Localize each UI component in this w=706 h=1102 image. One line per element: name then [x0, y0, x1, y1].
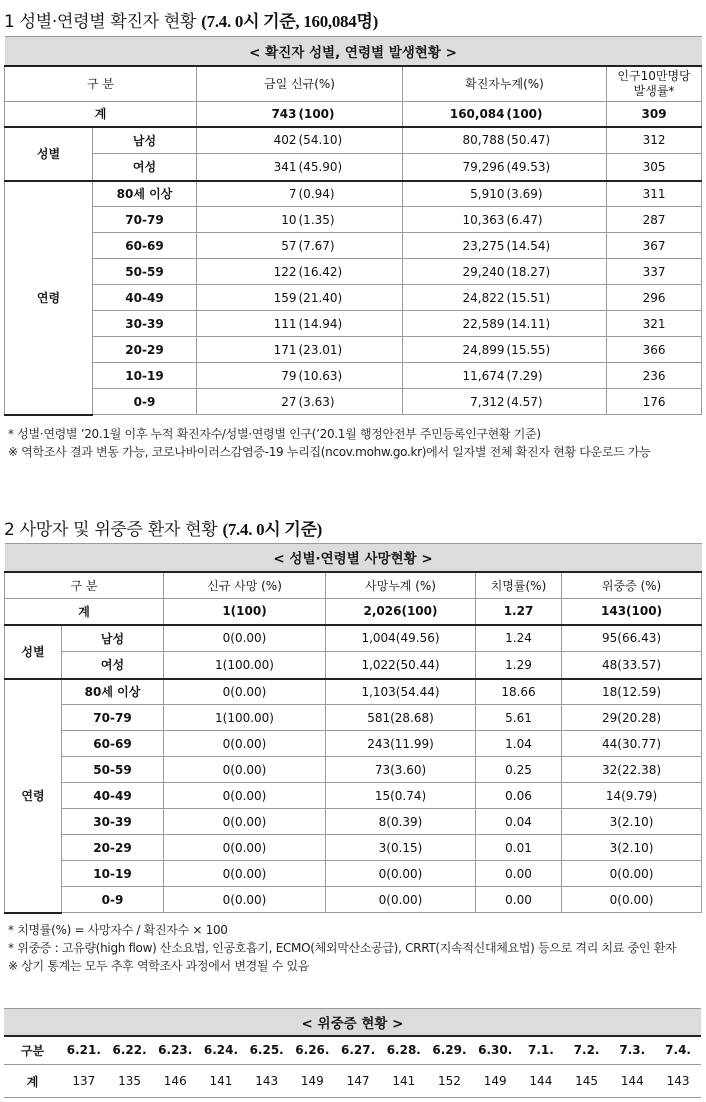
table-row	[5, 181, 702, 207]
table-row	[5, 835, 702, 861]
new-deaths: 0(0.00)	[164, 887, 326, 913]
date-cell: 7.4.	[655, 1036, 701, 1065]
row-label: 80세 이상	[93, 181, 197, 207]
fatality-rate: 0.00	[476, 861, 562, 887]
header-cumulative-deaths: 사망누계 (%)	[326, 572, 476, 599]
row-label: 20-29	[93, 337, 197, 363]
date-cell: 7.2.	[564, 1036, 610, 1065]
cum-pct: (15.51)	[507, 285, 607, 311]
cum-deaths: 0(0.00)	[326, 887, 476, 913]
cum-count: 7,312	[403, 389, 507, 415]
section2-notes	[8, 921, 700, 975]
table-row	[5, 679, 702, 705]
severe-count: 3(2.10)	[562, 809, 702, 835]
cum-count: 23,275	[403, 233, 507, 259]
cum-count: 5,910	[403, 181, 507, 207]
cum-deaths: 1,022(50.44)	[326, 652, 476, 679]
new-pct: (10.63)	[299, 363, 403, 389]
table-row	[5, 705, 702, 731]
rate: 311	[607, 181, 702, 207]
confirmed-cases-table	[4, 36, 702, 416]
fatality-rate: 0.06	[476, 783, 562, 809]
row-label: 30-39	[62, 809, 164, 835]
new-count: 7	[197, 181, 299, 207]
section1-heading	[4, 7, 378, 32]
severe-count: 18(12.59)	[562, 679, 702, 705]
date-cell: 6.24.	[198, 1036, 244, 1065]
header-category: 구 분	[5, 572, 164, 599]
row-label: 60-69	[93, 233, 197, 259]
row-label: 30-39	[93, 311, 197, 337]
row-label: 0-9	[62, 887, 164, 913]
section1-heading-basis: (7.4. 0시 기준, 160,084명)	[201, 12, 378, 31]
rate: 309	[607, 102, 702, 127]
new-pct: (23.01)	[299, 337, 403, 363]
new-count: 27	[197, 389, 299, 415]
date-cell: 6.23.	[152, 1036, 198, 1065]
new-pct: (1.35)	[299, 207, 403, 233]
rate: 236	[607, 363, 702, 389]
table-row	[5, 887, 702, 913]
cum-count: 160,084	[403, 102, 507, 127]
new-count: 122	[197, 259, 299, 285]
section1-note: * 성별·연령별 ’20.1월 이후 누적 확진자수/성별·연령별 인구(’20.1월 행정안전부 주민등록인구현황 기준)	[8, 427, 541, 441]
cum-pct: (15.55)	[507, 337, 607, 363]
date-cell: 6.28.	[381, 1036, 427, 1065]
new-count: 341	[197, 154, 299, 181]
group-label: 연령	[5, 181, 93, 415]
row-label: 50-59	[62, 757, 164, 783]
severe-value-cell: 147	[335, 1065, 381, 1098]
new-pct: (54.10)	[299, 127, 403, 154]
row-label: 40-49	[93, 285, 197, 311]
new-count: 111	[197, 311, 299, 337]
cum-pct: (100)	[507, 102, 607, 127]
row-label: 10-19	[93, 363, 197, 389]
new-deaths: 0(0.00)	[164, 809, 326, 835]
fatality-rate: 0.25	[476, 757, 562, 783]
group-label: 연령	[5, 679, 62, 913]
table-row	[5, 389, 702, 415]
table-row	[5, 337, 702, 363]
cum-count: 79,296	[403, 154, 507, 181]
new-count: 402	[197, 127, 299, 154]
header-severe: 위중증 (%)	[562, 572, 702, 599]
new-deaths: 0(0.00)	[164, 625, 326, 652]
row-label: 70-79	[62, 705, 164, 731]
severe-trend-title: < 위중증 현황 >	[4, 1009, 701, 1036]
section1-heading-title: 1 성별·연령별 확진자 현황	[4, 12, 202, 32]
new-pct: (0.94)	[299, 181, 403, 207]
table-row	[5, 233, 702, 259]
section2-heading-basis: (7.4. 0시 기준)	[222, 520, 322, 539]
rate: 176	[607, 389, 702, 415]
severe-trend-table	[4, 1008, 701, 1098]
fatality-rate: 1.04	[476, 731, 562, 757]
cum-count: 80,788	[403, 127, 507, 154]
severe-count: 44(30.77)	[562, 731, 702, 757]
section2-note: ※ 상기 통계는 모두 추후 역학조사 과정에서 변경될 수 있음	[8, 959, 310, 973]
header-new-deaths: 신규 사망 (%)	[164, 572, 326, 599]
section2-note: * 위중증 : 고유량(high flow) 산소요법, 인공호흡기, ECMO(체외막산소공급), CRRT(지속적신대체요법) 등으로 격리 치료 중인 환자	[8, 941, 677, 955]
header-new-cases: 금일 신규(%)	[197, 66, 403, 102]
rate: 287	[607, 207, 702, 233]
cum-deaths: 243(11.99)	[326, 731, 476, 757]
cum-deaths: 1,103(54.44)	[326, 679, 476, 705]
severe-count: 0(0.00)	[562, 861, 702, 887]
new-pct: (7.67)	[299, 233, 403, 259]
date-cell: 6.26.	[290, 1036, 336, 1065]
cum-deaths: 1,004(49.56)	[326, 625, 476, 652]
new-deaths: 0(0.00)	[164, 757, 326, 783]
date-cell: 6.22.	[107, 1036, 153, 1065]
new-pct: (3.63)	[299, 389, 403, 415]
cum-deaths: 15(0.74)	[326, 783, 476, 809]
row-label: 70-79	[93, 207, 197, 233]
date-cell: 6.21.	[61, 1036, 107, 1065]
severe-count: 3(2.10)	[562, 835, 702, 861]
cum-pct: (49.53)	[507, 154, 607, 181]
section2-heading	[4, 515, 322, 540]
row-label: 0-9	[93, 389, 197, 415]
row-label: 남성	[93, 127, 197, 154]
header-cumulative: 확진자누계(%)	[403, 66, 607, 102]
new-deaths: 0(0.00)	[164, 783, 326, 809]
cum-pct: (3.69)	[507, 181, 607, 207]
severe-value-cell: 149	[472, 1065, 518, 1098]
row-label: 계	[5, 102, 197, 127]
fatality-rate: 0.04	[476, 809, 562, 835]
severe-value-cell: 141	[198, 1065, 244, 1098]
new-count: 171	[197, 337, 299, 363]
table-row	[5, 127, 702, 154]
new-deaths: 1(100)	[164, 599, 326, 625]
deaths-severe-table	[4, 543, 702, 914]
cum-count: 22,589	[403, 311, 507, 337]
new-count: 159	[197, 285, 299, 311]
cum-deaths: 581(28.68)	[326, 705, 476, 731]
section2-heading-title: 2 사망자 및 위중증 환자 현황	[4, 520, 223, 540]
severe-count: 0(0.00)	[562, 887, 702, 913]
rate: 367	[607, 233, 702, 259]
row-label: 10-19	[62, 861, 164, 887]
new-pct: (16.42)	[299, 259, 403, 285]
severe-value-cell: 137	[61, 1065, 107, 1098]
rate: 321	[607, 311, 702, 337]
new-pct: (45.90)	[299, 154, 403, 181]
table-row	[5, 861, 702, 887]
fatality-rate: 0.01	[476, 835, 562, 861]
cum-pct: (6.47)	[507, 207, 607, 233]
severe-count: 48(33.57)	[562, 652, 702, 679]
total-label: 계	[4, 1065, 61, 1098]
new-count: 10	[197, 207, 299, 233]
fatality-rate: 0.00	[476, 887, 562, 913]
date-cell: 6.29.	[427, 1036, 473, 1065]
cum-pct: (18.27)	[507, 259, 607, 285]
table-row	[5, 363, 702, 389]
cum-deaths: 8(0.39)	[326, 809, 476, 835]
row-label: 60-69	[62, 731, 164, 757]
severe-value-cell: 152	[427, 1065, 473, 1098]
cum-pct: (14.11)	[507, 311, 607, 337]
row-label: 40-49	[62, 783, 164, 809]
deaths-table-title: < 성별·연령별 사망현황 >	[5, 544, 702, 572]
rate: 366	[607, 337, 702, 363]
fatality-rate: 1.27	[476, 599, 562, 625]
new-deaths: 1(100.00)	[164, 652, 326, 679]
severe-count: 29(20.28)	[562, 705, 702, 731]
row-label: 20-29	[62, 835, 164, 861]
section1-note: ※ 역학조사 결과 변동 가능, 코로나바이러스감염증-19 누리집(ncov.mohw.go.kr)에서 일자별 전체 확진자 현황 다운로드 가능	[8, 445, 651, 459]
cum-deaths: 3(0.15)	[326, 835, 476, 861]
table-row	[5, 311, 702, 337]
row-header: 구분	[4, 1036, 61, 1065]
new-deaths: 0(0.00)	[164, 679, 326, 705]
cum-pct: (4.57)	[507, 389, 607, 415]
cum-deaths: 0(0.00)	[326, 861, 476, 887]
fatality-rate: 1.24	[476, 625, 562, 652]
row-label: 계	[5, 599, 164, 625]
table-row	[5, 259, 702, 285]
total-row	[5, 599, 702, 625]
new-pct: (14.94)	[299, 311, 403, 337]
row-label: 여성	[93, 154, 197, 181]
section2-note: * 치명률(%) = 사망자수 / 확진자수 × 100	[8, 923, 228, 937]
date-cell: 6.27.	[335, 1036, 381, 1065]
table-row	[5, 783, 702, 809]
row-label: 여성	[62, 652, 164, 679]
table-row	[5, 285, 702, 311]
date-cell: 7.3.	[609, 1036, 655, 1065]
severe-value-cell: 149	[290, 1065, 336, 1098]
confirmed-table-title: < 확진자 성별, 연령별 발생현황 >	[5, 37, 702, 66]
severe-value-cell: 143	[244, 1065, 290, 1098]
cum-count: 11,674	[403, 363, 507, 389]
cum-count: 24,899	[403, 337, 507, 363]
cum-pct: (7.29)	[507, 363, 607, 389]
header-fatality-rate: 치명률(%)	[476, 572, 562, 599]
row-label: 50-59	[93, 259, 197, 285]
cum-deaths: 2,026(100)	[326, 599, 476, 625]
rate: 305	[607, 154, 702, 181]
cum-count: 10,363	[403, 207, 507, 233]
severe-count: 143(100)	[562, 599, 702, 625]
group-label: 성별	[5, 127, 93, 181]
severe-value-cell: 145	[564, 1065, 610, 1098]
severe-count: 14(9.79)	[562, 783, 702, 809]
rate: 312	[607, 127, 702, 154]
severe-value-cell: 135	[107, 1065, 153, 1098]
severe-count: 32(22.38)	[562, 757, 702, 783]
severe-value-cell: 144	[518, 1065, 564, 1098]
new-deaths: 0(0.00)	[164, 835, 326, 861]
table-row	[5, 154, 702, 181]
rate: 337	[607, 259, 702, 285]
severe-value-cell: 141	[381, 1065, 427, 1098]
cum-count: 24,822	[403, 285, 507, 311]
new-deaths: 0(0.00)	[164, 731, 326, 757]
new-pct: (100)	[299, 102, 403, 127]
table-row	[5, 652, 702, 679]
new-count: 79	[197, 363, 299, 389]
severe-value-cell: 144	[609, 1065, 655, 1098]
cum-pct: (14.54)	[507, 233, 607, 259]
new-deaths: 1(100.00)	[164, 705, 326, 731]
cum-count: 29,240	[403, 259, 507, 285]
table-row	[5, 757, 702, 783]
row-label: 남성	[62, 625, 164, 652]
cum-deaths: 73(3.60)	[326, 757, 476, 783]
date-cell: 7.1.	[518, 1036, 564, 1065]
new-deaths: 0(0.00)	[164, 861, 326, 887]
group-label: 성별	[5, 625, 62, 679]
severe-count: 95(66.43)	[562, 625, 702, 652]
severe-value-cell: 146	[152, 1065, 198, 1098]
fatality-rate: 18.66	[476, 679, 562, 705]
total-row	[5, 102, 702, 127]
row-label: 80세 이상	[62, 679, 164, 705]
new-count: 57	[197, 233, 299, 259]
section1-notes	[8, 425, 700, 461]
cum-pct: (50.47)	[507, 127, 607, 154]
fatality-rate: 1.29	[476, 652, 562, 679]
header-category: 구 분	[5, 66, 197, 102]
new-count: 743	[197, 102, 299, 127]
header-incidence-rate: 인구10만명당 발생률*	[607, 66, 702, 102]
severe-value-cell: 143	[655, 1065, 701, 1098]
table-row	[5, 809, 702, 835]
date-cell: 6.30.	[472, 1036, 518, 1065]
fatality-rate: 5.61	[476, 705, 562, 731]
table-row	[5, 207, 702, 233]
date-cell: 6.25.	[244, 1036, 290, 1065]
rate: 296	[607, 285, 702, 311]
table-row	[5, 625, 702, 652]
new-pct: (21.40)	[299, 285, 403, 311]
table-row	[5, 731, 702, 757]
